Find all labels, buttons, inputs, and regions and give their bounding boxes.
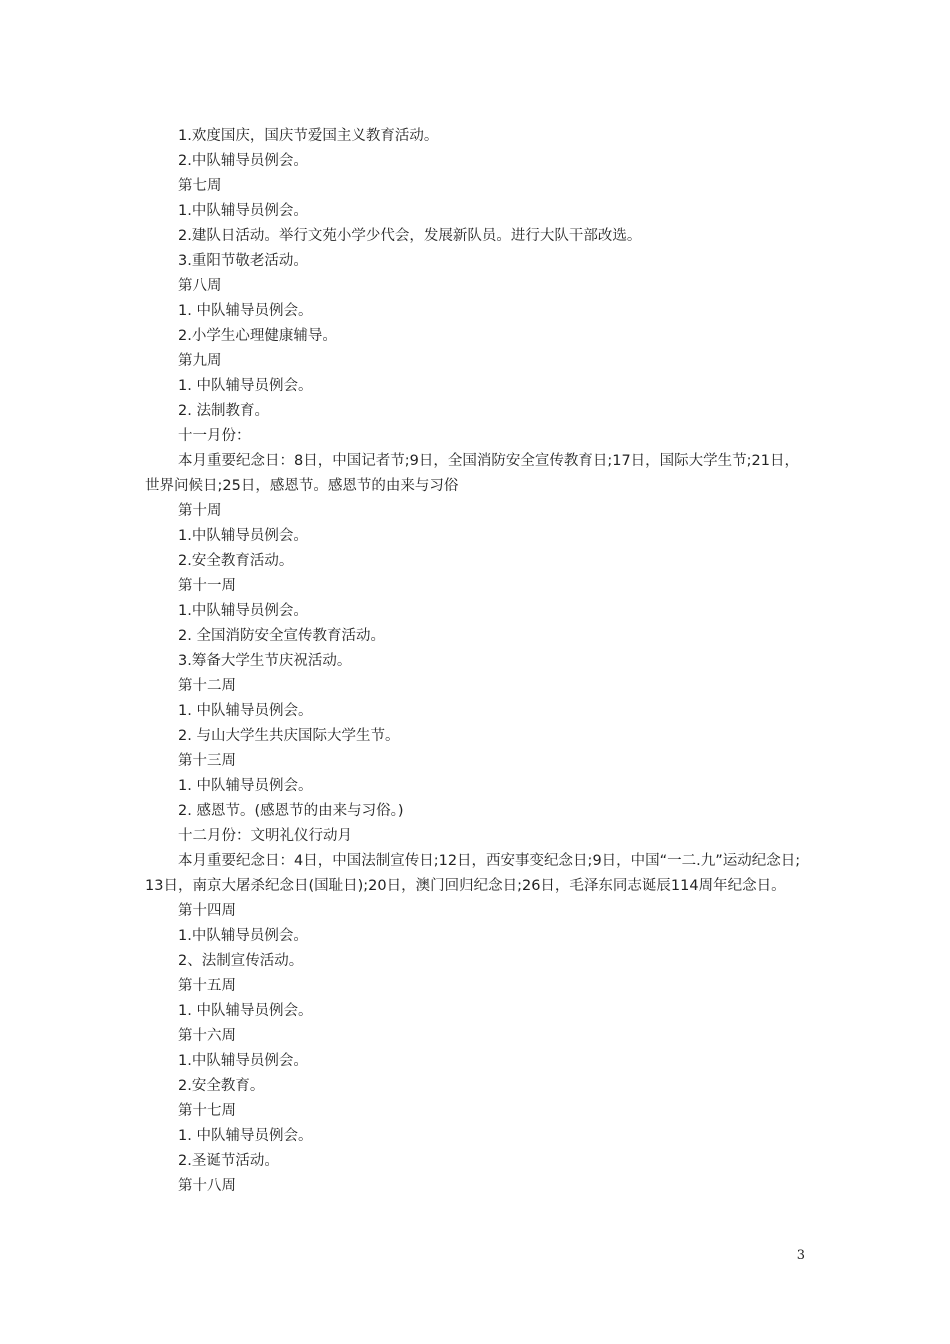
paragraph: 1.欢度国庆，国庆节爱国主义教育活动。: [178, 128, 439, 144]
paragraph: 2.中队辅导员例会。: [178, 153, 308, 169]
paragraph: 3.筹备大学生节庆祝活动。: [178, 653, 352, 669]
paragraph: 1. 中队辅导员例会。: [178, 703, 313, 719]
week-heading: 第十一周: [178, 578, 236, 594]
paragraph: 2.建队日活动。举行文苑小学少代会，发展新队员。进行大队干部改选。: [178, 228, 642, 244]
paragraph: 2. 法制教育。: [178, 403, 269, 419]
week-heading: 第十八周: [178, 1178, 236, 1194]
page-number: 3: [796, 1248, 805, 1263]
paragraph: 2. 全国消防安全宣传教育活动。: [178, 628, 385, 644]
paragraph: 1. 中队辅导员例会。: [178, 1128, 313, 1144]
paragraph: 2.小学生心理健康辅导。: [178, 328, 337, 344]
paragraph: 2、法制宣传活动。: [178, 953, 304, 969]
paragraph: 1. 中队辅导员例会。: [178, 1003, 313, 1019]
week-heading: 第十周: [178, 503, 222, 519]
week-heading: 第十四周: [178, 903, 236, 919]
document-body: [145, 124, 813, 1199]
week-heading: 第十七周: [178, 1103, 236, 1119]
paragraph: 3.重阳节敬老活动。: [178, 253, 308, 269]
week-heading: 第十六周: [178, 1028, 236, 1044]
paragraph: 1.中队辅导员例会。: [178, 928, 308, 944]
week-heading: 第十二周: [178, 678, 236, 694]
commemoration-paragraph: 本月重要纪念日：8日，中国记者节;9日，全国消防安全宣传教育日;17日，国际大学生节;21日，世界问候日;25日，感恩节。感恩节的由来与习俗: [145, 453, 800, 494]
paragraph: 1.中队辅导员例会。: [178, 528, 308, 544]
paragraph: 1.中队辅导员例会。: [178, 1053, 308, 1069]
paragraph: 2.安全教育活动。: [178, 553, 294, 569]
week-heading: 第十五周: [178, 978, 236, 994]
paragraph: 2.圣诞节活动。: [178, 1153, 279, 1169]
week-heading: 第八周: [178, 278, 222, 294]
paragraph: 1. 中队辅导员例会。: [178, 378, 313, 394]
paragraph: 1. 中队辅导员例会。: [178, 303, 313, 319]
commemoration-paragraph: 本月重要纪念日：4日，中国法制宣传日;12日，西安事变纪念日;9日，中国“一二.九”运动纪念日; 13日，南京大屠杀纪念日(国耻日);20日，澳门回归纪念日;26日，毛泽东同志诞辰114周年纪念日。: [145, 853, 801, 894]
paragraph: 1.中队辅导员例会。: [178, 603, 308, 619]
paragraph: 2. 感恩节。(感恩节的由来与习俗。): [178, 803, 404, 819]
month-heading: 十二月份：文明礼仪行动月: [178, 828, 352, 844]
week-heading: 第十三周: [178, 753, 236, 769]
week-heading: 第九周: [178, 353, 222, 369]
week-heading: 第七周: [178, 178, 222, 194]
paragraph: 2.安全教育。: [178, 1078, 265, 1094]
paragraph: 2. 与山大学生共庆国际大学生节。: [178, 728, 400, 744]
month-heading: 十一月份：: [178, 428, 251, 444]
paragraph: 1.中队辅导员例会。: [178, 203, 308, 219]
paragraph: 1. 中队辅导员例会。: [178, 778, 313, 794]
